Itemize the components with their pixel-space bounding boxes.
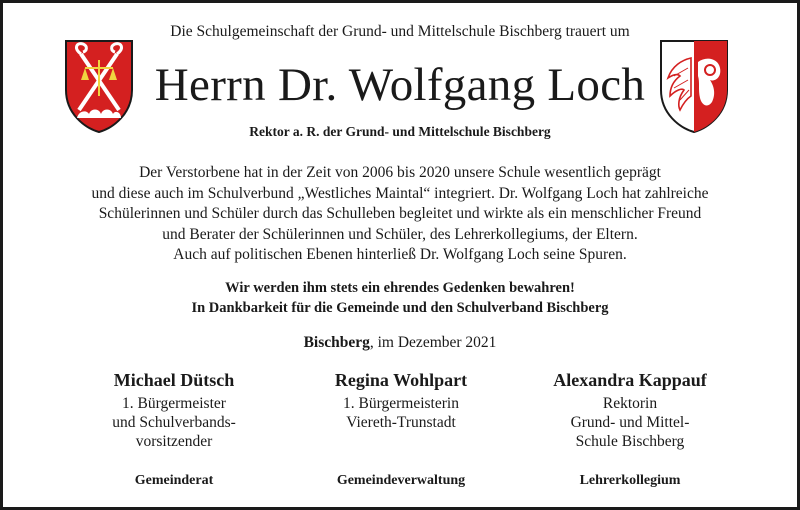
signatory-name: Regina Wohlpart [334, 370, 468, 390]
closing-statement [3, 278, 797, 318]
signatory-role-line: Schule Bischberg [575, 433, 685, 450]
signatory-role-line: 1. Bürgermeisterin [343, 395, 459, 412]
deceased-name: Herrn Dr. Wolfgang Loch [154, 59, 646, 111]
signatory-role-line: Viereth-Trunstadt [346, 414, 456, 431]
deceased-role: Rektor a. R. der Grund- und Mittelschule Bischberg [249, 124, 551, 139]
tribute-text [3, 163, 797, 266]
signatory [74, 369, 274, 451]
signatory-group: Gemeinderat [134, 473, 214, 488]
tribute-line: Schülerinnen und Schüler durch das Schulleben begleitet und wirkte als ein menschlicher Freund [98, 205, 702, 222]
signatory-group: Gemeindeverwaltung [336, 473, 466, 488]
signatory-role-line: Rektorin [602, 395, 658, 412]
tribute-line: und diese auch im Schulverbund „Westliches Maintal“ integriert. Dr. Wolfgang Loch hat zahlreiche [91, 184, 709, 202]
tribute-line: und Berater der Schülerinnen und Schüler, des Lehrerkollegiums, der Eltern. [162, 225, 638, 243]
closing-line: In Dankbarkeit für die Gemeinde und den Schulverband Bischberg [191, 300, 609, 316]
signatory-role [530, 394, 730, 451]
tribute-line: Der Verstorbene hat in der Zeit von 2006 bis 2020 unsere Schule wesentlich geprägt [139, 164, 661, 181]
signatory-role-line: vorsitzender [135, 433, 213, 450]
signatory-role-line: 1. Bürgermeister [122, 395, 226, 412]
closing-line: Wir werden ihm stets ein ehrendes Gedenken bewahren! [225, 280, 575, 296]
signatory-name: Michael Dütsch [113, 370, 235, 390]
signatory-role [74, 394, 274, 451]
signatory [301, 369, 501, 432]
signatory-name: Alexandra Kappauf [553, 370, 707, 390]
signatory-role [301, 394, 501, 432]
place-city: Bischberg [303, 334, 370, 351]
signatory-group: Lehrerkollegium [579, 473, 681, 488]
intro-line: Die Schulgemeinschaft der Grund- und Mittelschule Bischberg trauert um [170, 23, 630, 40]
tribute-line: Auch auf politischen Ebenen hinterließ Dr. Wolfgang Loch seine Spuren. [173, 246, 627, 263]
signatory [530, 369, 730, 451]
signatory-role-line: Grund- und Mittel- [570, 414, 690, 431]
place-date-text: , im Dezember 2021 [369, 334, 497, 351]
place-date [3, 334, 797, 352]
signatory-role-line: und Schulverbands- [112, 414, 236, 431]
